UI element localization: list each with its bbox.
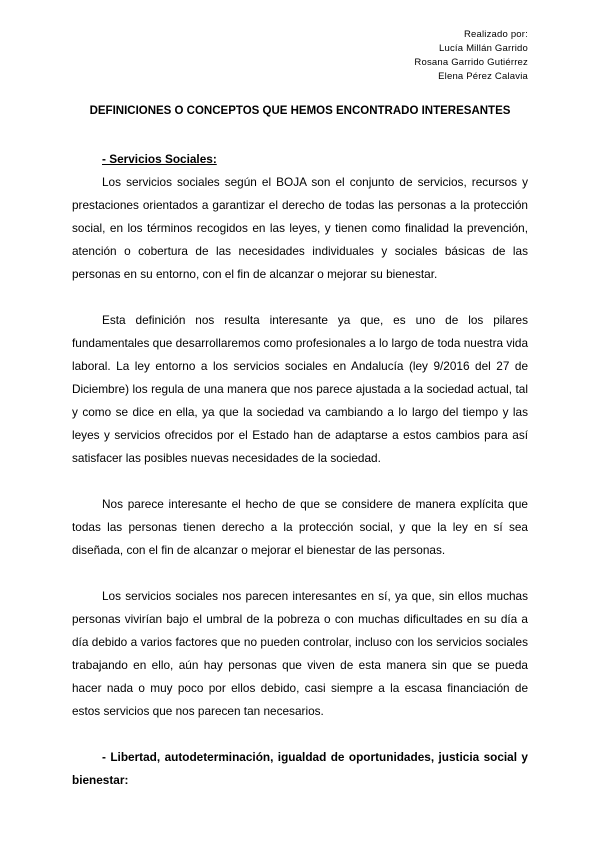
paragraph: Nos parece interesante el hecho de que se considere de manera explícita que todas las personas tienen derecho a la protección social, y que la ley en sí sea diseñada, con el fin de alcanzar o mejorar el bienestar de las personas. [72,497,528,557]
paragraph: Los servicios sociales según el BOJA son el conjunto de servicios, recursos y prestaciones orientados a garantizar el derecho de todas las personas a la protección social, en los términos recogidos en las leyes, y tienen como finalidad la prevención, atención o cobertura de las necesidades individuales y sociales básicas de las personas en su entorno, con el fin de alcanzar o mejorar su bienestar. [72,175,528,281]
section-heading-text: - Servicios Sociales: [102,152,217,166]
authors-block [414,28,528,84]
author-name: Lucía Millán Garrido [438,43,528,54]
author-name: Elena Pérez Calavia [438,71,528,82]
paragraph: Los servicios sociales nos parecen interesantes en sí, ya que, sin ellos muchas personas vivirían bajo el umbral de la pobreza o con muchas dificultades en su día a día debido a varios factores que no pueden controlar, incluso con los servicios sociales trabajando en ello, aún hay personas que viven de esta manera sin que se pueda hacer nada o muy poco por ellos debido, casi siempre a la escasa financiación de estos servicios que nos parecen tan necesarios. [72,589,528,718]
paragraph: Esta definición nos resulta interesante ya que, es uno de los pilares fundamentales que desarrollaremos como profesionales a lo largo de toda nuestra vida laboral. La ley entorno a los servicios sociales en Andalucía (ley 9/2016 del 27 de Diciembre) los regula de una manera que nos parece ajustada a la sociedad actual, tal y como se dice en ella, ya que la sociedad va cambiando a lo largo del tiempo y las leyes y servicios ofrecidos por el Estado han de adaptarse a estos cambios para así satisfacer las posibles nuevas necesidades de la sociedad. [72,313,528,465]
document-body [72,148,528,792]
section-heading-libertad: - Libertad, autodeterminación, igualdad de oportunidades, justicia social y bienestar: [72,750,528,787]
author-name: Rosana Garrido Gutiérrez [414,57,528,68]
authors-label: Realizado por: [463,29,528,40]
document-title: DEFINICIONES O CONCEPTOS QUE HEMOS ENCONTRADO INTERESANTES [89,105,511,117]
section-heading-servicios-sociales [102,148,528,171]
